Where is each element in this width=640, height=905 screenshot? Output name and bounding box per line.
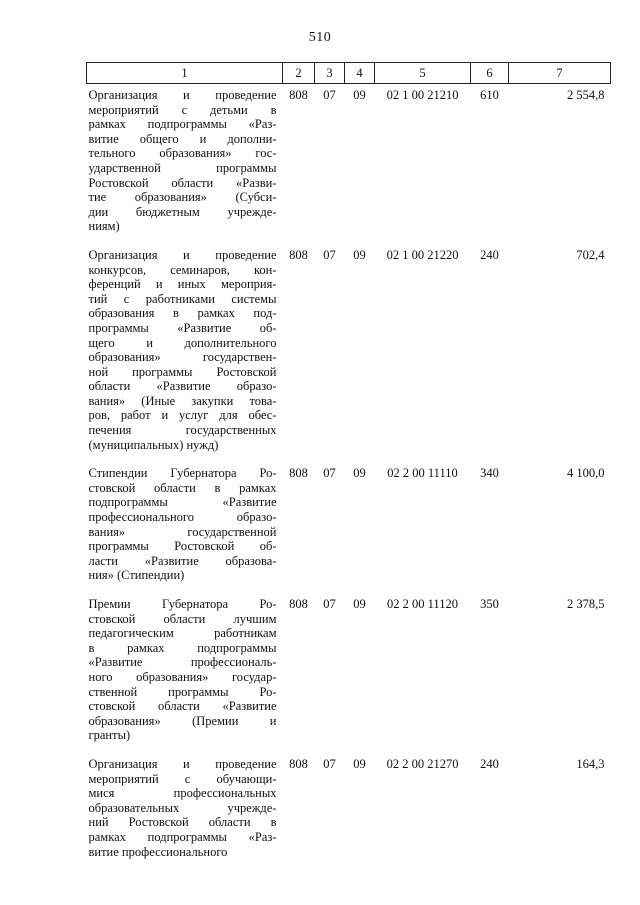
description-line: образования» (Премии и <box>88 713 277 728</box>
description-line: рамках подпрограммы «Раз- <box>88 117 277 132</box>
row-expense-type: 340 <box>480 466 499 481</box>
table-header <box>87 63 611 84</box>
row-description <box>87 84 283 244</box>
description-line: витие профессионального <box>88 844 228 859</box>
description-line: образовательных учрежде- <box>88 800 277 815</box>
page-number: 510 <box>308 30 332 45</box>
table-row <box>87 84 611 244</box>
description-line: образования в рамках под- <box>88 306 277 321</box>
row-expense-type: 350 <box>480 597 499 611</box>
description-line: вания» государственной <box>88 524 277 539</box>
description-line: программы «Развитие об- <box>88 320 277 335</box>
description-line: ниям) <box>88 219 120 234</box>
description-line: тельного образования» гос- <box>88 146 277 161</box>
row-expense-type: 610 <box>480 88 499 102</box>
header-col-7: 7 <box>509 63 611 84</box>
row-section-code: 07 <box>323 466 336 481</box>
row-subsection-code: 09 <box>353 597 366 611</box>
row-expense-type: 240 <box>480 756 499 771</box>
row-target-article: 02 2 00 11110 <box>387 466 458 481</box>
row-expense-type: 240 <box>480 247 499 262</box>
table-row <box>87 593 611 753</box>
description-line: педагогическим работникам <box>88 626 277 641</box>
description-line: щего и дополнительного <box>88 335 277 350</box>
row-section-code: 07 <box>323 247 336 262</box>
row-amount: 164,3 <box>576 756 605 771</box>
description-line: мероприятий с обучающи- <box>88 771 277 786</box>
budget-table <box>86 62 611 869</box>
description-line: мероприятий с детьми в <box>88 102 277 117</box>
header-row <box>87 63 611 84</box>
row-target-article: 02 2 00 21270 <box>386 756 459 771</box>
description-line: дии бюджетным учрежде- <box>88 204 277 219</box>
row-amount: 2 554,8 <box>567 88 605 102</box>
row-target-article: 02 2 00 11120 <box>387 597 458 611</box>
row-subsection-code: 09 <box>353 247 366 262</box>
row-ministry-code: 808 <box>289 247 308 262</box>
description-line: образования» государствен- <box>88 350 277 365</box>
description-line: ственной программы Ро- <box>88 684 277 699</box>
table-row <box>87 244 611 462</box>
row-description <box>87 593 283 753</box>
row-target-article: 02 1 00 21220 <box>386 247 459 262</box>
row-subsection-code: 09 <box>353 756 366 771</box>
description-line: в рамках подпрограммы <box>88 640 277 655</box>
row-amount: 702,4 <box>576 247 605 262</box>
description-line: (муниципальных) нужд) <box>88 437 219 452</box>
row-subsection-code: 09 <box>353 466 366 481</box>
row-description <box>87 462 283 593</box>
description-line: ной программы Ростовской <box>88 364 277 379</box>
header-col-5: 5 <box>375 63 471 84</box>
row-section-code: 07 <box>323 756 336 771</box>
description-line: ласти «Развитие образова- <box>88 553 277 568</box>
header-col-3: 3 <box>315 63 345 84</box>
table-row <box>87 753 611 869</box>
description-line: ударственной программы <box>88 160 277 175</box>
header-col-1: 1 <box>87 63 283 84</box>
row-target-article: 02 1 00 21210 <box>386 88 459 102</box>
description-line: Организация и проведение <box>88 247 277 262</box>
description-line: стовской области «Развитие <box>88 699 277 714</box>
description-line: ров, работ и услуг для обес- <box>88 408 277 423</box>
description-line: ференций и иных мероприя- <box>88 277 277 292</box>
description-line: Ростовской области «Разви- <box>88 175 277 190</box>
row-description <box>87 753 283 869</box>
row-ministry-code: 808 <box>289 756 308 771</box>
description-line: подпрограммы «Развитие <box>88 495 277 510</box>
description-line: «Развитие профессиональ- <box>88 655 277 670</box>
table-row <box>87 462 611 593</box>
description-line: ния» (Стипендии) <box>88 568 185 583</box>
row-subsection-code: 09 <box>353 88 366 102</box>
row-section-code: 07 <box>323 597 336 611</box>
header-col-4: 4 <box>345 63 375 84</box>
description-line: профессионального образо- <box>88 510 277 525</box>
description-line: тие образования» (Субси- <box>88 190 277 205</box>
header-col-6: 6 <box>471 63 509 84</box>
row-ministry-code: 808 <box>289 88 308 102</box>
header-col-2: 2 <box>283 63 315 84</box>
description-line: программы Ростовской об- <box>88 539 277 554</box>
description-line: конкурсов, семинаров, кон- <box>88 262 277 277</box>
description-line: тий с работниками системы <box>88 291 277 306</box>
row-ministry-code: 808 <box>289 597 308 611</box>
description-line: стовской области лучшим <box>88 611 277 626</box>
description-line: области «Развитие образо- <box>88 379 277 394</box>
description-line: гранты) <box>88 728 131 743</box>
row-amount: 2 378,5 <box>567 597 605 611</box>
table-body <box>87 84 611 870</box>
description-line: Стипендии Губернатора Ро- <box>88 466 277 481</box>
description-line: стовской области в рамках <box>88 480 277 495</box>
description-line: печения государственных <box>88 423 277 438</box>
description-line: рамках подпрограммы «Раз- <box>88 829 277 844</box>
description-line: ного образования» государ- <box>88 669 277 684</box>
description-line: Организация и проведение <box>88 756 277 771</box>
row-description <box>87 244 283 462</box>
description-line: ний Ростовской области в <box>88 815 277 830</box>
row-amount: 4 100,0 <box>567 466 605 481</box>
row-ministry-code: 808 <box>289 466 308 481</box>
description-line: витие общего и дополни- <box>88 131 277 146</box>
description-line: вания» (Иные закупки това- <box>88 393 277 408</box>
description-line: мися профессиональных <box>88 786 277 801</box>
description-line: Организация и проведение <box>88 88 277 102</box>
row-section-code: 07 <box>323 88 336 102</box>
description-line: Премии Губернатора Ро- <box>88 597 277 611</box>
